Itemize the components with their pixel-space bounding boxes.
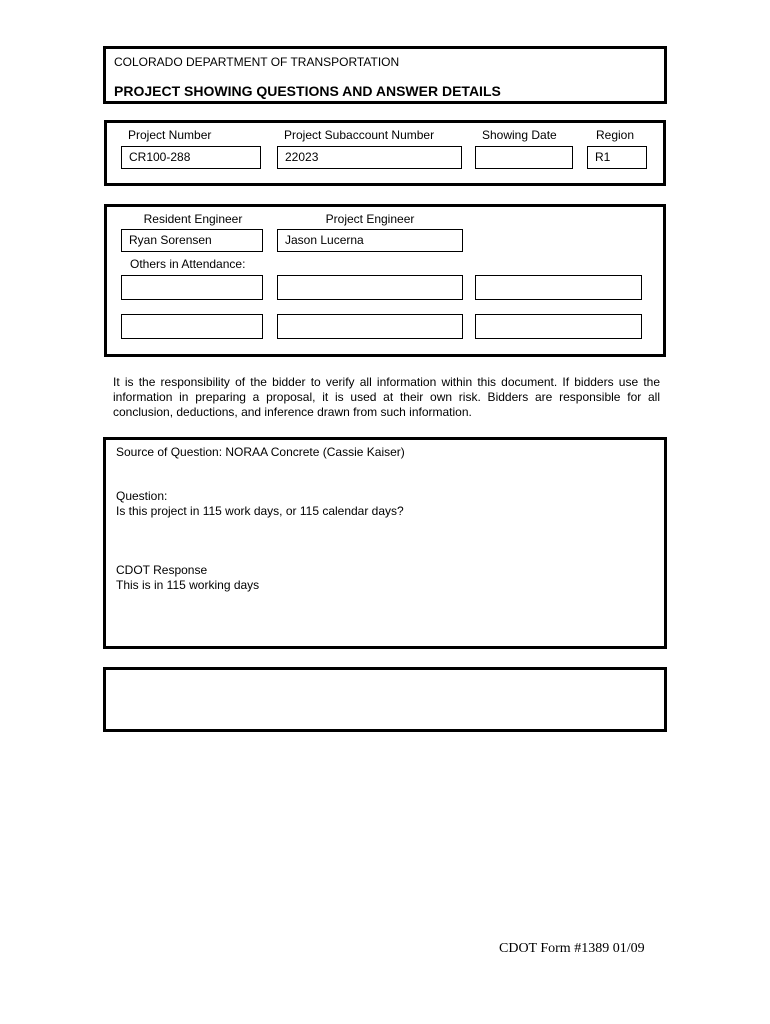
subaccount-field[interactable]: 22023 bbox=[277, 146, 462, 169]
qa-box bbox=[103, 437, 667, 649]
page-title: PROJECT SHOWING QUESTIONS AND ANSWER DETAILS bbox=[114, 83, 501, 99]
region-field[interactable]: R1 bbox=[587, 146, 647, 169]
project-engineer-label: Project Engineer bbox=[325, 212, 415, 226]
question-source: Source of Question: NORAA Concrete (Cassie Kaiser) bbox=[116, 445, 405, 459]
project-number-label: Project Number bbox=[128, 128, 212, 142]
attendee-field[interactable] bbox=[121, 314, 263, 339]
attendee-field[interactable] bbox=[277, 314, 463, 339]
project-number-field[interactable]: CR100-288 bbox=[121, 146, 261, 169]
project-info-box bbox=[104, 120, 666, 186]
attendee-field[interactable] bbox=[121, 275, 263, 300]
others-attendance-label: Others in Attendance: bbox=[130, 257, 246, 271]
engineers-box bbox=[104, 204, 666, 357]
project-engineer-field[interactable]: Jason Lucerna bbox=[277, 229, 463, 252]
subaccount-label: Project Subaccount Number bbox=[284, 128, 435, 142]
response-text: This is in 115 working days bbox=[116, 578, 260, 592]
showing-date-field[interactable] bbox=[475, 146, 573, 169]
notes-box[interactable] bbox=[103, 667, 667, 732]
response-label: CDOT Response bbox=[116, 563, 208, 577]
resident-engineer-label: Resident Engineer bbox=[143, 212, 243, 226]
disclaimer-text: It is the responsibility of the bidder to verify all information within this document. If bidders use the information in preparing a proposal, it is used at their own risk. Bidders are responsible for all conclusion, deductions, and inference drawn from such information. bbox=[113, 375, 660, 419]
attendee-field[interactable] bbox=[277, 275, 463, 300]
region-label: Region bbox=[596, 128, 635, 142]
attendee-field[interactable] bbox=[475, 275, 642, 300]
form-number: CDOT Form #1389 01/09 bbox=[499, 941, 645, 956]
resident-engineer-field[interactable]: Ryan Sorensen bbox=[121, 229, 263, 252]
question-label: Question: bbox=[116, 489, 168, 503]
showing-date-label: Showing Date bbox=[482, 128, 557, 142]
question-text: Is this project in 115 work days, or 115 calendar days? bbox=[116, 504, 404, 518]
header-box bbox=[103, 46, 667, 104]
attendee-field[interactable] bbox=[475, 314, 642, 339]
department-name: COLORADO DEPARTMENT OF TRANSPORTATION bbox=[114, 55, 400, 69]
